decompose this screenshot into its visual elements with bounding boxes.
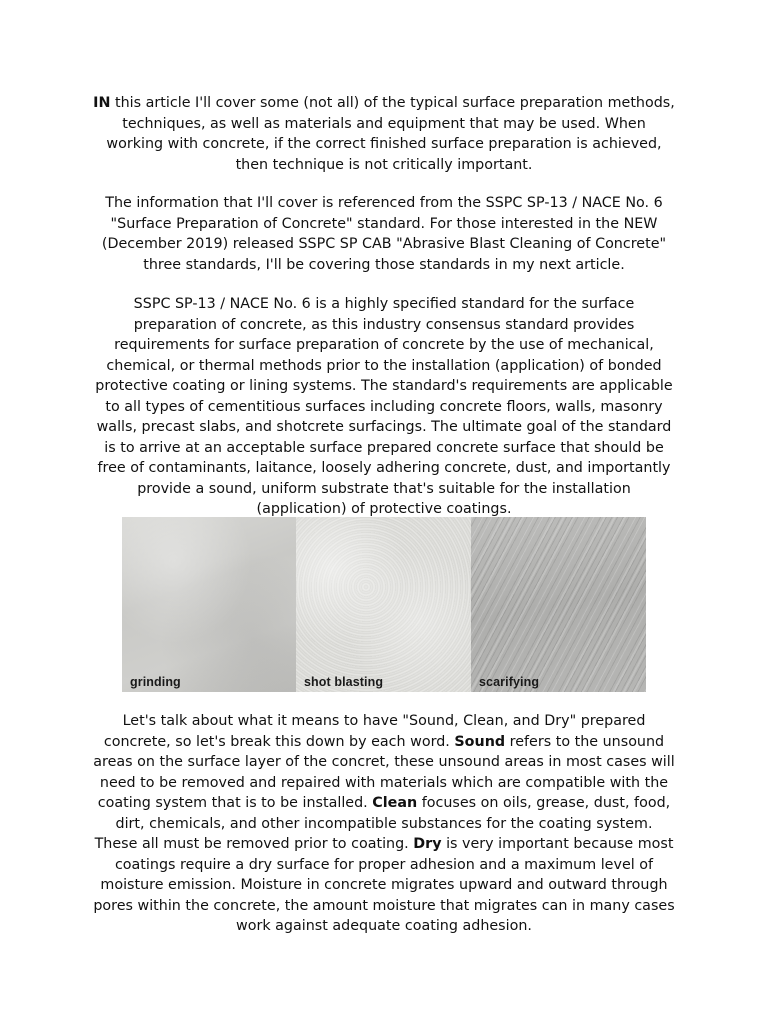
surface-preparation-figure <box>122 517 646 692</box>
intro-paragraph <box>92 93 676 175</box>
grinding-label: grinding <box>130 675 181 689</box>
clean-definition: focuses on oils, grease, dust, food, dirt, chemicals, and other incompatible substances for the coating system. These all must be removed prior to coating. <box>94 795 671 852</box>
scarifying-photo <box>471 517 646 692</box>
sound-definition: refers to the unsound areas on the surface layer of the concret, these unsound areas in most cases will need to be removed and repaired with materials which are compatible with the coating system that is to be installed. <box>93 733 675 811</box>
dry-term: Dry <box>413 836 442 852</box>
scarifying-label: scarifying <box>479 675 540 689</box>
dry-definition: is very important because most coatings require a dry surface for proper adhesion and a maximum level of moisture emission. Moisture in concrete migrates upward and outward through pores within the concrete, the amount moisture that migrates can in many cases work against adequate coating adhesion. <box>93 836 675 934</box>
sound-clean-dry-paragraph <box>92 711 676 937</box>
standard-description-paragraph: SSPC SP-13 / NACE No. 6 is a highly specified standard for the surface preparation of concrete, as this industry consensus standard provides requirements for surface preparation of concrete by the use of mechanical, chemical, or thermal methods prior to the installation (application) of bonded protective coating or lining systems. The standard's requirements are applicable to all types of cementitious surfaces including concrete floors, walls, masonry walls, precast slabs, and shotcrete surfacings. The ultimate goal of the standard is to arrive at an acceptable surface prepared concrete surface that should be free of contaminants, laitance, loosely adhering concrete, dust, and importantly provide a sound, uniform substrate that's suitable for the installation (application) of protective coatings. <box>95 296 673 517</box>
intro-text: this article I'll cover some (not all) of the typical surface preparation methods, techniques, as well as materials and equipment that may be used. When working with concrete, if the correct finished surface preparation is achieved, then technique is not critically important. <box>106 95 675 173</box>
sound-clean-dry-intro: Let's talk about what it means to have "Sound, Clean, and Dry" prepared concrete, so let's break this down by each word. <box>103 713 646 750</box>
intro-lead-word: IN <box>93 95 111 111</box>
shot-blasting-photo <box>296 517 471 692</box>
shot-blasting-label: shot blasting <box>304 675 384 689</box>
reference-paragraph: The information that I'll cover is referenced from the SSPC SP-13 / NACE No. 6 "Surface Preparation of Concrete" standard. For those interested in the NEW (December 2019) released SSPC SP CAB "Abrasive Blast Cleaning of Concrete" three standards, I'll be covering those standards in my next article. <box>101 195 667 273</box>
sound-term: Sound <box>454 733 506 750</box>
clean-term: Clean <box>372 795 418 811</box>
grinding-photo <box>122 517 296 692</box>
